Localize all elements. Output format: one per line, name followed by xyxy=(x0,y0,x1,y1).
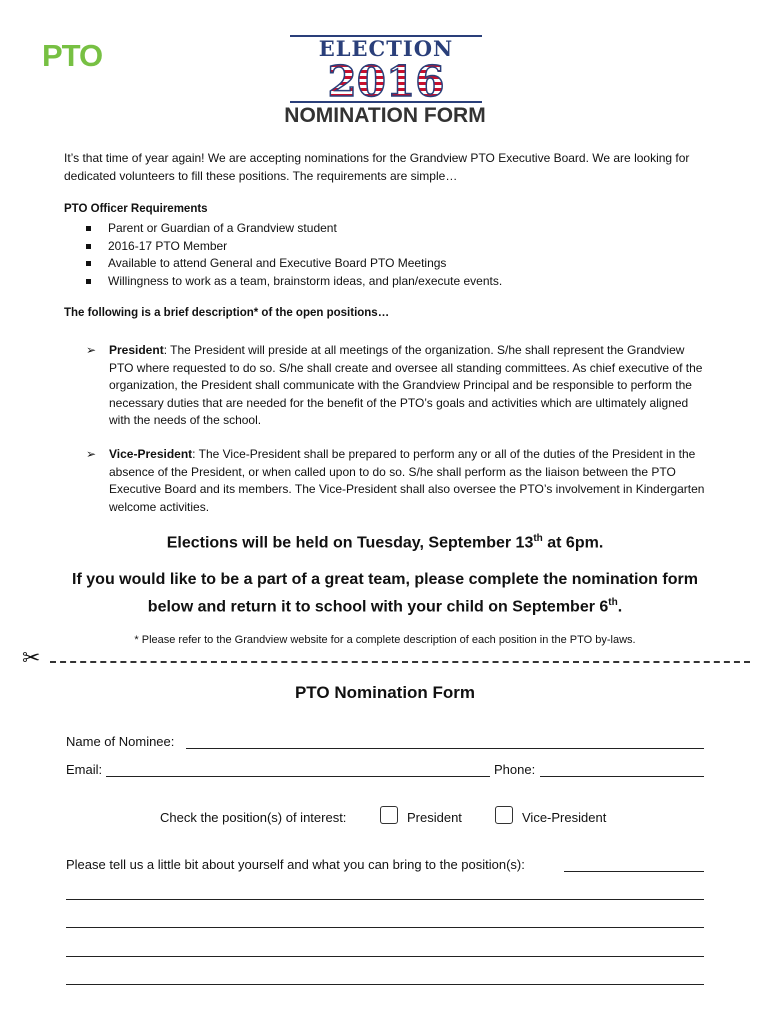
position-description: : The President will preside at all meetings of the organization. S/he shall represent the Grandview PTO where requested to do so. S/he shall create and oversee all standing committees. As chief executive of the organization, the President shall communicate with the Grandview Principal and be responsible to perform the necessary duties that are needed for the benefit of the PTO’s goals and activities which are ultimately aligned with the needs of the school. xyxy=(109,343,703,427)
requirements-heading: PTO Officer Requirements xyxy=(64,203,208,215)
vice-president-checkbox[interactable] xyxy=(495,806,513,824)
list-item: Available to attend General and Executive Board PTO Meetings xyxy=(86,255,502,273)
election-2016-banner xyxy=(288,34,484,104)
cut-line xyxy=(22,645,750,671)
president-option-label: President xyxy=(407,810,462,825)
phone-field[interactable] xyxy=(540,776,704,777)
about-label: Please tell us a little bit about yourself and what you can bring to the position(s): xyxy=(66,857,525,872)
about-field-line[interactable] xyxy=(66,927,704,928)
scissors-icon: ✂ xyxy=(22,645,41,670)
position-name: President xyxy=(109,343,164,357)
intro-paragraph: It’s that time of year again! We are accepting nominations for the Grandview PTO Executive Board. We are looking for dedicated volunteers to fill these positions. The requirements are simple… xyxy=(64,151,690,183)
arrow-bullet-icon: ➢ xyxy=(86,447,97,461)
position-vice-president xyxy=(86,446,706,516)
bylaws-note: * Please refer to the Grandview website for a complete description of each position in the PTO by-laws. xyxy=(134,634,636,646)
banner-line2: 2016 xyxy=(327,57,445,104)
name-field[interactable] xyxy=(186,748,704,749)
join-message: If you would like to be a part of a great team, please complete the nomination form below and return it to school with your child on September 6th. xyxy=(72,571,698,616)
about-field-line[interactable] xyxy=(66,984,704,985)
about-field-line[interactable] xyxy=(66,956,704,957)
pto-logo: PTO xyxy=(42,38,103,73)
position-check-label: Check the position(s) of interest: xyxy=(160,810,347,825)
about-field-line[interactable] xyxy=(66,899,704,900)
position-name: Vice-President xyxy=(109,447,193,461)
positions-heading: The following is a brief description* of the open positions… xyxy=(64,307,390,319)
page-title: NOMINATION FORM xyxy=(284,104,486,127)
requirements-list xyxy=(86,220,502,290)
arrow-bullet-icon: ➢ xyxy=(86,343,97,357)
name-label: Name of Nominee: xyxy=(66,734,175,749)
phone-label: Phone: xyxy=(494,762,536,777)
position-president xyxy=(86,342,706,430)
elections-date: Elections will be held on Tuesday, September 13th at 6pm. xyxy=(166,533,604,552)
list-item: Parent or Guardian of a Grandview student xyxy=(86,220,502,238)
banner-line1: ELECTION xyxy=(318,36,454,61)
list-item: 2016-17 PTO Member xyxy=(86,238,502,256)
nomination-form-title: PTO Nomination Form xyxy=(294,683,476,702)
email-label: Email: xyxy=(66,762,103,777)
president-checkbox[interactable] xyxy=(380,806,398,824)
about-field-line[interactable] xyxy=(564,871,704,872)
list-item: Willingness to work as a team, brainstorm ideas, and plan/execute events. xyxy=(86,273,502,291)
position-description: : The Vice-President shall be prepared to perform any or all of the duties of the President in the absence of the President, or when called upon to do so. S/he shall perform as the liaison between the PTO Executive Board and its members. The Vice-President shall also oversee the PTO’s involvement in Kindergarten welcome activities. xyxy=(109,447,705,514)
vice-president-option-label: Vice-President xyxy=(522,810,607,825)
email-field[interactable] xyxy=(106,776,490,777)
